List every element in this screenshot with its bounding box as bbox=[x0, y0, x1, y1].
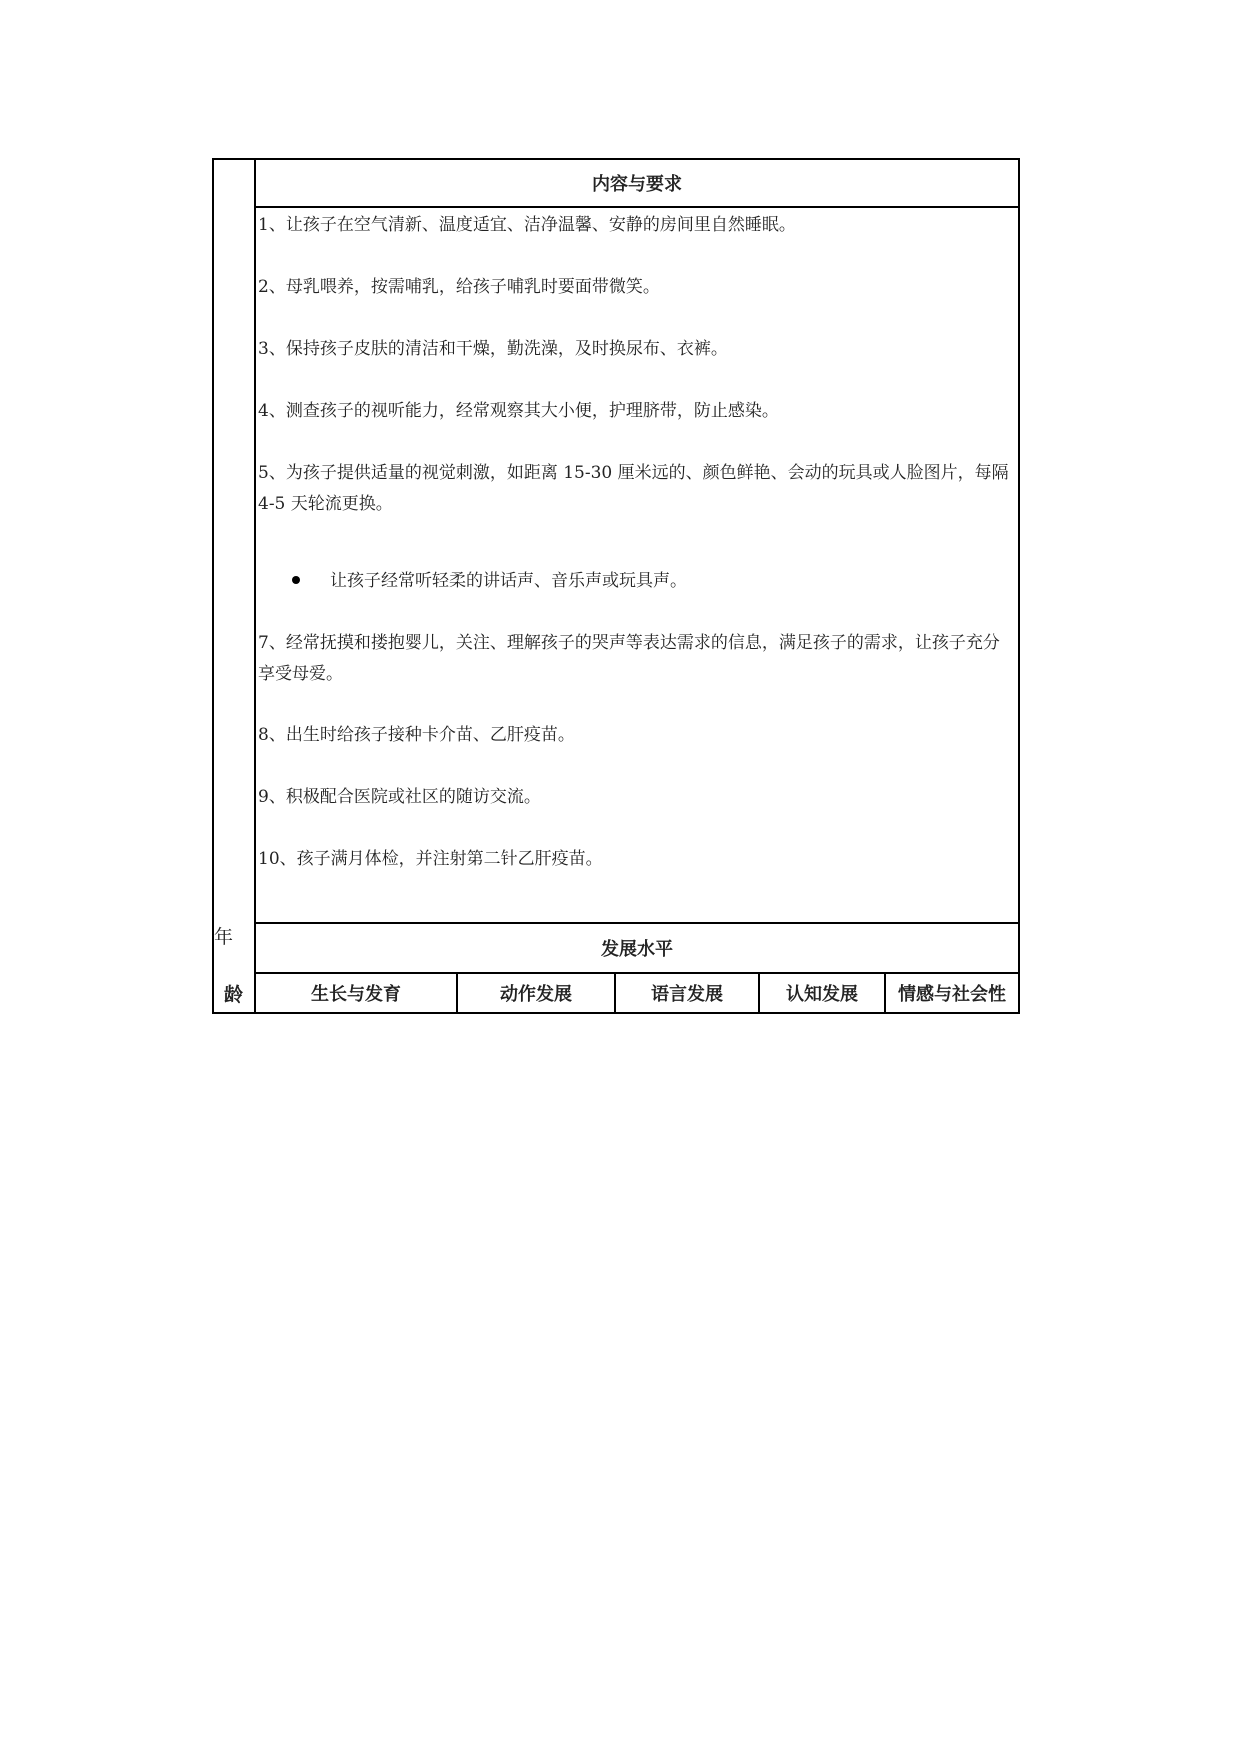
list-item: 4、测查孩子的视听能力，经常观察其大小便，护理脐带，防止感染。 bbox=[258, 401, 779, 421]
list-item: 8、出生时给孩子接种卡介苗、乙肝疫苗。 bbox=[258, 725, 575, 745]
level-column-social: 情感与社会性 bbox=[898, 984, 1006, 1005]
development-level-block bbox=[256, 922, 1018, 1012]
age-label-top: 年 bbox=[214, 926, 234, 948]
list-item: 5、为孩子提供适量的视觉刺激，如距离 15-30 厘米远的、颜色鲜艳、会动的玩具或人脸图片，每隔 4-5 天轮流更换。 bbox=[258, 463, 1009, 514]
bullet-item-text: 让孩子经常听轻柔的讲话声、音乐声或玩具声。 bbox=[330, 571, 687, 591]
content-header: 内容与要求 bbox=[256, 160, 1018, 208]
age-column bbox=[214, 160, 256, 1012]
level-column-cognition: 认知发展 bbox=[760, 974, 886, 1012]
list-item: 9、积极配合医院或社区的随访交流。 bbox=[258, 787, 541, 807]
list-item: 2、母乳喂养，按需哺乳，给孩子哺乳时要面带微笑。 bbox=[258, 277, 660, 297]
bullet-icon bbox=[292, 576, 300, 584]
level-column-growth: 生长与发育 bbox=[256, 974, 458, 1012]
list-item: 7、经常抚摸和搂抱婴儿，关注、理解孩子的哭声等表达需求的信息，满足孩子的需求，让孩子充分享受母爱。 bbox=[258, 633, 1000, 684]
list-item: 3、保持孩子皮肤的清洁和干燥，勤洗澡，及时换尿布、衣裤。 bbox=[258, 339, 728, 359]
level-columns bbox=[256, 974, 1018, 1012]
age-label-bottom: 龄 bbox=[224, 984, 244, 1006]
level-column-language: 语言发展 bbox=[616, 974, 760, 1012]
content-body bbox=[258, 208, 1018, 922]
list-item: 10、孩子满月体检，并注射第二针乙肝疫苗。 bbox=[258, 849, 603, 869]
content-table bbox=[212, 158, 1020, 1014]
list-item: 1、让孩子在空气清新、温度适宜、洁净温馨、安静的房间里自然睡眠。 bbox=[258, 215, 796, 235]
bullet-list-item bbox=[292, 566, 687, 597]
level-header: 发展水平 bbox=[256, 924, 1018, 974]
level-column-motor: 动作发展 bbox=[458, 974, 616, 1012]
